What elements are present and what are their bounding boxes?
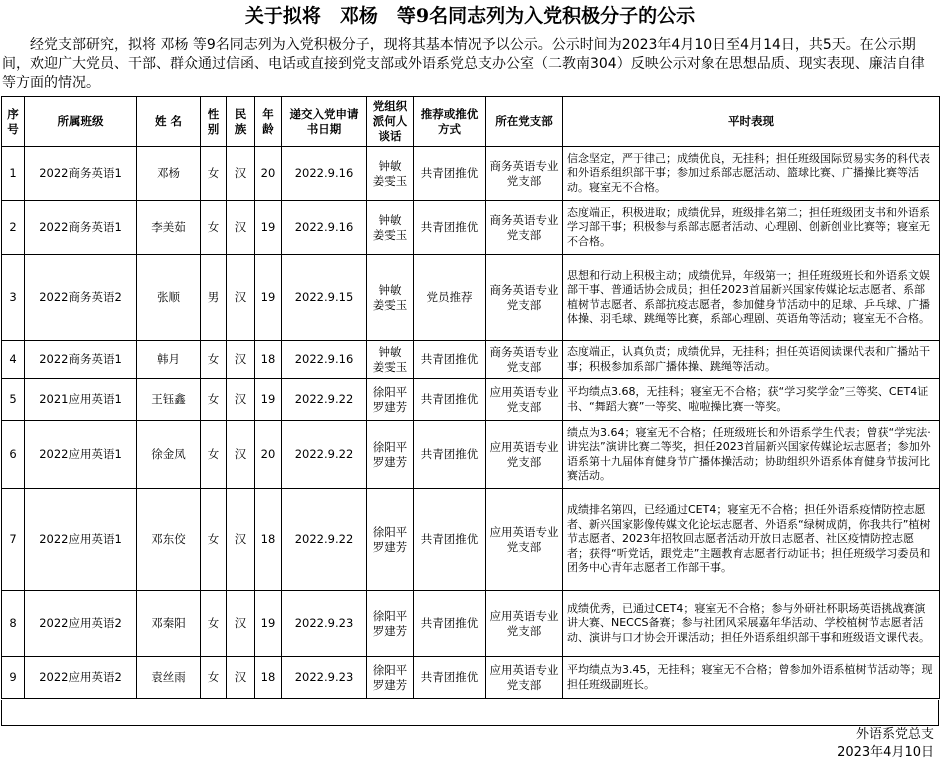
column-header: 所在党支部 [486, 97, 563, 147]
sex-cell: 女 [201, 657, 227, 699]
name-cell: 徐金凤 [137, 421, 201, 489]
branch-cell: 商务英语专业党支部 [486, 147, 563, 201]
column-header: 年龄 [255, 97, 282, 147]
sex-cell: 女 [201, 341, 227, 379]
recommend-cell: 共青团推优 [414, 591, 486, 657]
table-header-row [2, 97, 940, 147]
class-cell: 2021应用英语1 [25, 379, 137, 421]
sex-cell: 女 [201, 201, 227, 255]
recommend-cell: 共青团推优 [414, 421, 486, 489]
age-cell: 20 [255, 421, 282, 489]
branch-cell: 应用英语专业党支部 [486, 379, 563, 421]
talk-cell: 钟敏 姜雯玉 [367, 255, 414, 341]
date-cell: 2022.9.23 [282, 657, 367, 699]
sex-cell: 女 [201, 421, 227, 489]
table-row [2, 421, 940, 489]
date-cell: 2022.9.22 [282, 379, 367, 421]
row-number: 3 [2, 255, 25, 341]
remark-cell: 态度端正，认真负责；成绩优异，无挂科；担任英语阅读课代表和广播站干事；积极参加系部广播体操、跳绳等活动。 [563, 341, 940, 379]
recommend-cell: 党员推荐 [414, 255, 486, 341]
class-cell: 2022商务英语1 [25, 147, 137, 201]
branch-cell: 商务英语专业党支部 [486, 255, 563, 341]
branch-cell: 应用英语专业党支部 [486, 489, 563, 591]
nation-cell: 汉 [227, 379, 255, 421]
branch-cell: 商务英语专业党支部 [486, 341, 563, 379]
candidate-table [1, 96, 940, 699]
age-cell: 19 [255, 379, 282, 421]
table-row [2, 341, 940, 379]
name-cell: 王钰鑫 [137, 379, 201, 421]
class-cell: 2022商务英语2 [25, 255, 137, 341]
recommend-cell: 共青团推优 [414, 379, 486, 421]
age-cell: 20 [255, 147, 282, 201]
remark-cell: 态度端正，积极进取；成绩优异，班级排名第二；担任班级团支书和外语系学习部干事；积极参与系部志愿者活动、心理剧、创新创业比赛等；寝室无不合格。 [563, 201, 940, 255]
remark-cell: 信念坚定，严于律己；成绩优良，无挂科；担任班级国际贸易实务的科代表和外语系组织部干事；参加过系部志愿活动、篮球比赛、广播操比赛等活动。寝室无不合格。 [563, 147, 940, 201]
talk-cell: 钟敏 姜雯玉 [367, 201, 414, 255]
column-header: 党组织派何人谈话 [367, 97, 414, 147]
sex-cell: 女 [201, 147, 227, 201]
class-cell: 2022应用英语1 [25, 421, 137, 489]
name-cell: 张顺 [137, 255, 201, 341]
talk-cell: 钟敏 姜雯玉 [367, 147, 414, 201]
nation-cell: 汉 [227, 591, 255, 657]
age-cell: 18 [255, 657, 282, 699]
branch-cell: 商务英语专业党支部 [486, 201, 563, 255]
table-row [2, 147, 940, 201]
branch-cell: 应用英语专业党支部 [486, 657, 563, 699]
row-number: 9 [2, 657, 25, 699]
table-row [2, 201, 940, 255]
date-cell: 2022.9.16 [282, 147, 367, 201]
class-cell: 2022商务英语1 [25, 341, 137, 379]
talk-cell: 徐阳平 罗建芳 [367, 591, 414, 657]
table-row [2, 657, 940, 699]
talk-cell: 钟敏 姜雯玉 [367, 341, 414, 379]
sex-cell: 女 [201, 591, 227, 657]
column-header: 序号 [2, 97, 25, 147]
row-number: 2 [2, 201, 25, 255]
name-cell: 邓杨 [137, 147, 201, 201]
class-cell: 2022应用英语2 [25, 657, 137, 699]
age-cell: 19 [255, 201, 282, 255]
column-header: 平时表现 [563, 97, 940, 147]
talk-cell: 徐阳平 罗建芳 [367, 657, 414, 699]
date-cell: 2022.9.15 [282, 255, 367, 341]
nation-cell: 汉 [227, 489, 255, 591]
name-cell: 邓秦阳 [137, 591, 201, 657]
column-header: 推荐或推优方式 [414, 97, 486, 147]
class-cell: 2022应用英语2 [25, 591, 137, 657]
remark-cell: 绩点为3.64；寝室无不合格；任班级班长和外语系学生代表；曾获“学宪法·讲宪法”演讲比赛二等奖，担任2023首届新兴国家传媒论坛志愿者；参加外语系第十九届体育健身节广播体操活动；协助组织外语系体育健身节拔河比赛活动。 [563, 421, 940, 489]
age-cell: 18 [255, 341, 282, 379]
date-cell: 2022.9.22 [282, 489, 367, 591]
table-blank-row [1, 700, 939, 726]
table-row [2, 379, 940, 421]
remark-cell: 思想和行动上积极主动；成绩优异，年级第一；担任班级班长和外语系文娱部干事、普通话协会成员；担任2023首届新兴国家传媒论坛志愿者、系部植树节志愿者、系部抗疫志愿者，参加健身节活动中的足球、乒乓球、广播体操、羽毛球、跳绳等比赛，系部心理剧、英语角等活动；寝室无不合格。 [563, 255, 940, 341]
date-cell: 2022.9.16 [282, 341, 367, 379]
branch-cell: 应用英语专业党支部 [486, 591, 563, 657]
age-cell: 18 [255, 489, 282, 591]
row-number: 1 [2, 147, 25, 201]
column-header: 民族 [227, 97, 255, 147]
row-number: 6 [2, 421, 25, 489]
intro-paragraph: 经党支部研究，拟将 邓杨 等9名同志列为入党积极分子，现将其基本情况予以公示。公示时间为2023年4月10日至4月14日，共5天。在公示期间，欢迎广大党员、干部、群众通过信函、电话或直接到党支部或外语系党总支办公室（二教南304）反映公示对象在思想品质、现实表现、廉洁自律等方面的情况。 [2, 37, 925, 91]
page-title: 关于拟将 邓杨 等9名同志列为入党积极分子的公示 [244, 5, 696, 27]
nation-cell: 汉 [227, 657, 255, 699]
column-header: 递交入党申请书日期 [282, 97, 367, 147]
name-cell: 邓东佼 [137, 489, 201, 591]
nation-cell: 汉 [227, 147, 255, 201]
remark-cell: 平均绩点为3.45，无挂科；寝室无不合格；曾参加外语系植树节活动等；现担任班级副班长。 [563, 657, 940, 699]
name-cell: 袁丝雨 [137, 657, 201, 699]
recommend-cell: 共青团推优 [414, 489, 486, 591]
recommend-cell: 共青团推优 [414, 341, 486, 379]
nation-cell: 汉 [227, 255, 255, 341]
signature-org: 外语系党总支 [855, 727, 934, 742]
recommend-cell: 共青团推优 [414, 147, 486, 201]
remark-cell: 成绩优秀，已通过CET4；寝室无不合格；参与外研社杯职场英语挑战赛演讲大赛、NECCS备赛；参与社团风采展嘉年华活动、学校植树节志愿者活动、演讲与口才协会开课活动；担任外语系组织部干事和班级语文课代表。 [563, 591, 940, 657]
date-cell: 2022.9.16 [282, 201, 367, 255]
class-cell: 2022商务英语1 [25, 201, 137, 255]
age-cell: 19 [255, 591, 282, 657]
talk-cell: 徐阳平 罗建芳 [367, 421, 414, 489]
nation-cell: 汉 [227, 421, 255, 489]
row-number: 7 [2, 489, 25, 591]
signature-block [837, 726, 934, 762]
table-row [2, 489, 940, 591]
row-number: 4 [2, 341, 25, 379]
table-row [2, 255, 940, 341]
remark-cell: 平均绩点3.68，无挂科；寝室无不合格；获“学习奖学金”三等奖、CET4证书、“舞蹈大赛”一等奖、啦啦操比赛一等奖。 [563, 379, 940, 421]
sex-cell: 男 [201, 255, 227, 341]
date-cell: 2022.9.22 [282, 421, 367, 489]
sex-cell: 女 [201, 379, 227, 421]
recommend-cell: 共青团推优 [414, 657, 486, 699]
signature-date: 2023年4月10日 [837, 745, 934, 760]
row-number: 8 [2, 591, 25, 657]
talk-cell: 徐阳平 罗建芳 [367, 379, 414, 421]
age-cell: 19 [255, 255, 282, 341]
table-row [2, 591, 940, 657]
sex-cell: 女 [201, 489, 227, 591]
talk-cell: 徐阳平 罗建芳 [367, 489, 414, 591]
column-header: 性别 [201, 97, 227, 147]
class-cell: 2022应用英语1 [25, 489, 137, 591]
nation-cell: 汉 [227, 341, 255, 379]
remark-cell: 成绩排名第四，已经通过CET4；寝室无不合格；担任外语系疫情防控志愿者、新兴国家影像传媒文化论坛志愿者、外语系“绿树成荫，你我共行”植树节志愿者、2023年招牧回志愿者活动开放日志愿者、社区疫情防控志愿者；获得“听党话，跟党走”主题教育志愿者行动证书；担任班级学习委员和团务中心青年志愿者工作部干事。 [563, 489, 940, 591]
row-number: 5 [2, 379, 25, 421]
column-header: 所属班级 [25, 97, 137, 147]
name-cell: 李美茹 [137, 201, 201, 255]
recommend-cell: 共青团推优 [414, 201, 486, 255]
name-cell: 韩月 [137, 341, 201, 379]
column-header: 姓 名 [137, 97, 201, 147]
branch-cell: 应用英语专业党支部 [486, 421, 563, 489]
nation-cell: 汉 [227, 201, 255, 255]
date-cell: 2022.9.23 [282, 591, 367, 657]
